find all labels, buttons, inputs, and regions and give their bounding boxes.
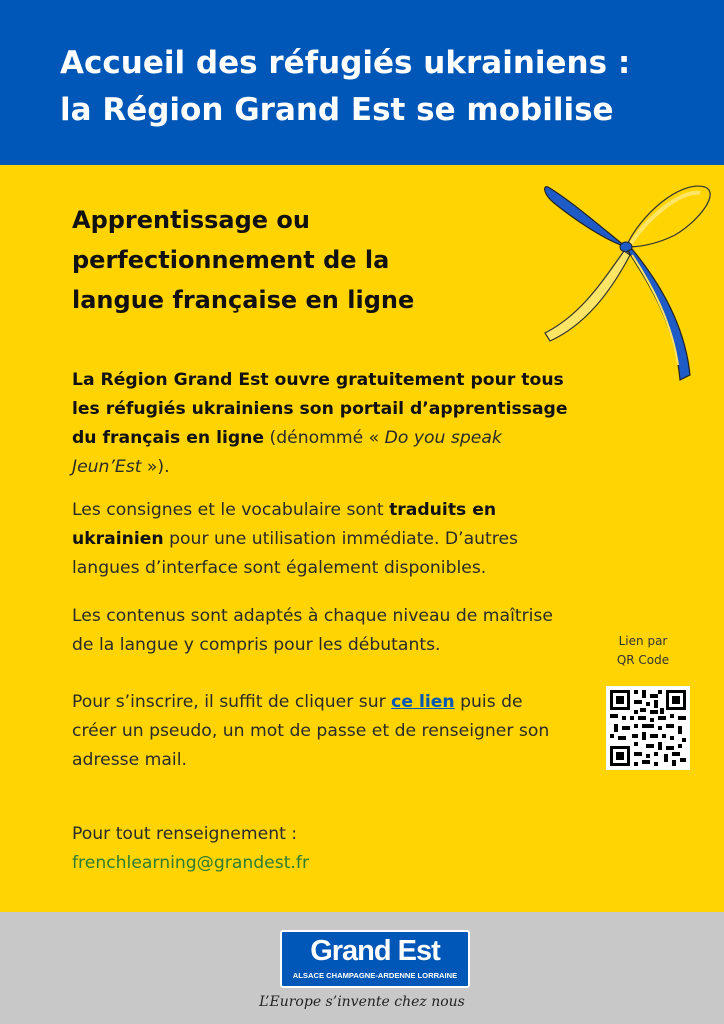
logo-main-text: Grand Est: [310, 935, 440, 967]
intro-bold-text: La Région Grand Est ouvre gratuitement pour tous les réfugiés ukrainiens son portail d’apprentissage du français en ligne: [72, 370, 568, 448]
qr-label-line-1: Lien par: [618, 634, 668, 648]
portal-name: Do you speak Jeun’Est: [72, 428, 502, 477]
title-line-2: la Région Grand Est se mobilise: [60, 92, 614, 128]
signup-text-a: Pour s’inscrire, il suffit de cliquer sur: [72, 692, 392, 712]
intro-text-a: (dénommé «: [264, 428, 385, 448]
title-line-1: Accueil des réfugiés ukrainiens :: [60, 45, 631, 81]
subtitle-line-2: perfectionnement de la: [72, 246, 390, 274]
ukraine-ribbon-icon: [540, 175, 715, 390]
signup-link[interactable]: ce lien: [391, 692, 455, 712]
qr-label: [598, 632, 688, 670]
paragraph-signup: [72, 688, 572, 775]
contact-label: Pour tout renseignement :: [72, 824, 298, 844]
page-title: [60, 40, 700, 134]
paragraph-translation: [72, 496, 572, 583]
subtitle-line-1: Apprentissage ou: [72, 206, 310, 234]
contact-email-link[interactable]: frenchlearning@grandest.fr: [72, 853, 310, 873]
footer-tagline: L’Europe s’invente chez nous: [259, 994, 465, 1010]
translation-text-b: pour une utilisation immédiate. D’autres langues d’interface sont également disponibles.: [72, 529, 518, 578]
translation-bold-text: traduits en ukrainien: [72, 500, 497, 549]
subtitle-line-3: langue française en ligne: [72, 286, 415, 314]
qr-label-line-2: QR Code: [616, 653, 670, 667]
translation-text-a: Les consignes et le vocabulaire sont: [72, 500, 390, 520]
signup-text-b: puis de créer un pseudo, un mot de passe et de renseigner son adresse mail.: [72, 692, 550, 770]
section-subtitle: [72, 200, 512, 320]
logo-sub-text: ALSACE CHAMPAGNE-ARDENNE LORRAINE: [292, 971, 458, 980]
qr-code-icon[interactable]: [606, 686, 690, 770]
intro-text-b: »).: [141, 457, 170, 477]
levels-text: Les contenus sont adaptés à chaque niveau de maîtrise de la langue y compris pour les débutants.: [72, 606, 553, 655]
page-header: [0, 0, 724, 165]
grand-est-logo: [280, 930, 470, 988]
paragraph-intro: [72, 366, 572, 482]
paragraph-levels: [72, 602, 572, 660]
